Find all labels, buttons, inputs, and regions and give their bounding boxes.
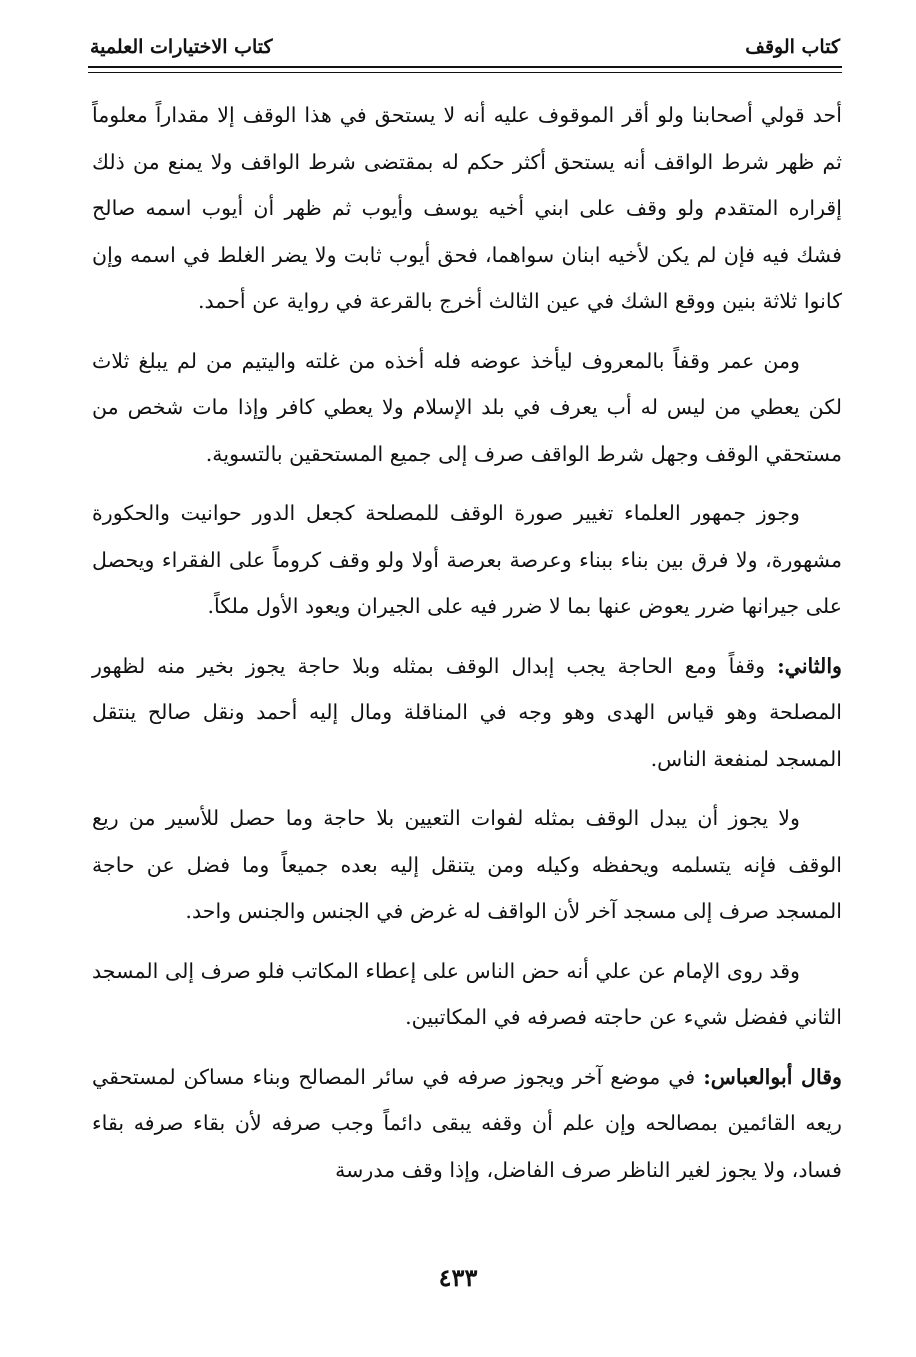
- body-text: [92, 92, 842, 1206]
- paragraph-4: والثاني: وقفاً ومع الحاجة يجب إبدال الوقف بمثله وبلا حاجة يجوز بخير منه لظهور المصلحة وهو قياس الهدى وهو وجه في المناقلة ومال إليه أحمد ونقل صالح ينتقل المسجد لمنفعة الناس.: [92, 653, 842, 771]
- paragraph-5: ولا يجوز أن يبدل الوقف بمثله لفوات التعيين بلا حاجة وما حصل للأسير من ريع الوقف فإنه يتسلمه ويحفظه وكيله ومن يتنقل إليه بعده جميعاً وما فضل عن حاجة المسجد صرف إلى مسجد آخر لأن الواقف له غرض في الجنس والجنس واحد.: [92, 806, 842, 923]
- header-rule-thick: [88, 66, 842, 68]
- paragraph-1: أحد قولي أصحابنا ولو أقر الموقوف عليه أنه لا يستحق في هذا الوقف إلا مقداراً معلوماً ثم ظهر شرط الواقف أنه يستحق أكثر حكم له بمقتضى شرط الواقف ولا يمنع من ذلك إقراره المتقدم ولو وقف على ابني أخيه يوسف وأيوب ثم ظهر أن أيوب اسمه صالح فشك فيه فإن لم يكن لأخيه ابنان سواهما، فحق أيوب ثابت ولا يضر الغلط في اسمه وإن كانوا ثلاثة بنين ووقع الشك في عين الثالث أخرج بالقرعة في رواية عن أحمد.: [92, 103, 842, 313]
- header-rule-thin: [88, 72, 842, 73]
- paragraph-6: وقد روى الإمام عن علي أنه حض الناس على إعطاء المكاتب فلو صرف إلى المسجد الثاني ففضل شيء عن حاجته فصرفه في المكاتبين.: [92, 958, 842, 1029]
- paragraph-3: وجوز جمهور العلماء تغيير صورة الوقف للمصلحة كجعل الدور حوانيت والحكورة مشهورة، ولا فرق بين بناء ببناء وعرصة بعرصة أولا ولو وقف كروماً على الفقراء ويحصل على جيرانها ضرر يعوض عنها بما لا ضرر فيه على الجيران ويعود الأول ملكاً.: [92, 501, 842, 618]
- page-number: ٤٣٣: [438, 1263, 478, 1292]
- chapter-title: كتاب الوقف: [745, 36, 840, 58]
- paragraph-lead: والثاني:: [777, 653, 842, 678]
- paragraph-7: وقال أبوالعباس: في موضع آخر ويجوز صرفه في سائر المصالح وبناء مساكن لمستحقي ريعه القائمين بمصالحه وإن علم أن وقفه يبقى دائماً وجب صرفه لأن بقاء صرفه بقاء فساد، ولا يجوز لغير الناظر صرف الفاضل، وإذا وقف مدرسة: [92, 1064, 843, 1182]
- running-header: [90, 36, 840, 66]
- paragraph-2: ومن عمر وقفاً بالمعروف ليأخذ عوضه فله أخذه من غلته واليتيم من لم يبلغ ثلاث لكن يعطي من ليس له أب يعرف في بلد الإسلام ولا يعطي كافر وإذا مات شخص من مستحقي الوقف وجهل شرط الواقف صرف إلى جميع المستحقين بالتسوية.: [92, 348, 842, 466]
- book-title: كتاب الاختيارات العلمية: [90, 36, 273, 58]
- paragraph-lead: وقال أبوالعباس:: [703, 1064, 843, 1089]
